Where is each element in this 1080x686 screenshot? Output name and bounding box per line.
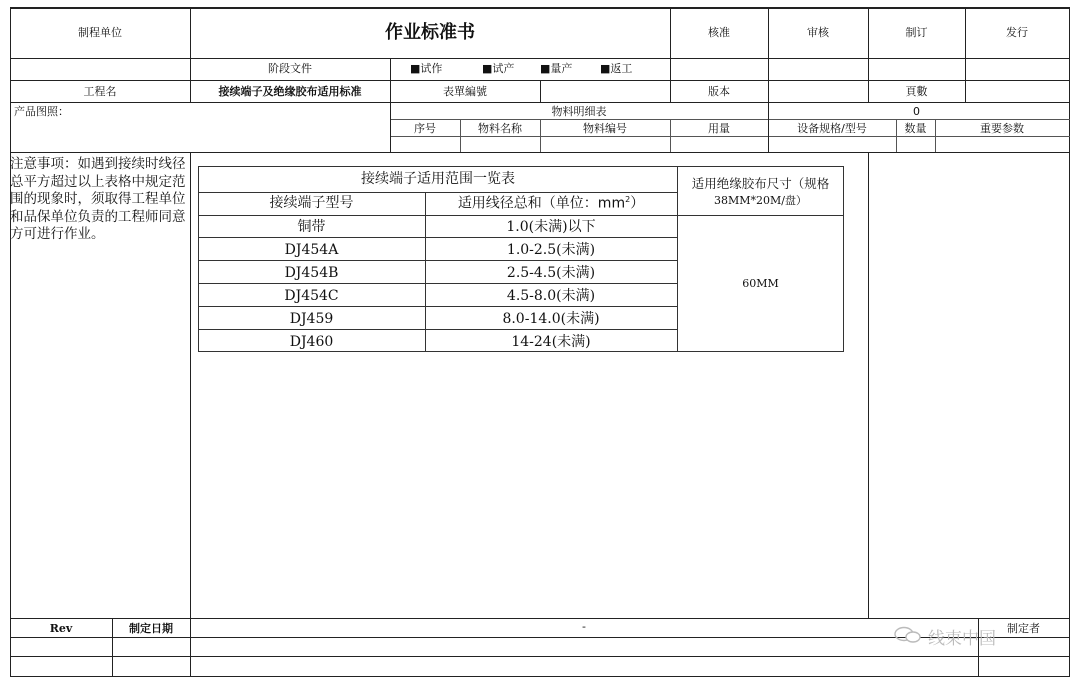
- stage-label: 阶段文件: [268, 62, 312, 75]
- approve-label: 核准: [708, 26, 730, 39]
- terminal-model: DJ460: [289, 334, 334, 350]
- terminal-range: 14-24(未满): [511, 334, 591, 350]
- doc-title: 作业标准书: [385, 22, 475, 43]
- product-photo-label: 产品图照：: [14, 105, 69, 118]
- frame-left: [10, 7, 11, 677]
- form-no-label: 表單編號: [443, 85, 487, 98]
- stage-option-mass: ■量产: [540, 62, 573, 75]
- range-header-end: ）: [630, 195, 645, 212]
- footer-dash: -: [582, 620, 586, 633]
- terminal-range: 2.5-4.5(未满): [506, 265, 596, 281]
- notes-text: 注意事项：如遇到接续时线径总平方超过以上表格中规定范围的现象时，须取得工程单位和品保单位负责的工程师同意方可进行作业。: [10, 156, 186, 242]
- version-label: 版本: [708, 85, 730, 98]
- bom-title: 物料明细表: [551, 105, 607, 118]
- stage-option-rework: ■返工: [600, 62, 633, 75]
- terminal-model: 铜带: [297, 219, 326, 235]
- col-line-f2: [868, 152, 869, 618]
- terminal-model: DJ454C: [284, 288, 339, 304]
- terminal-table-title: 接续端子适用范围一览表: [361, 171, 515, 187]
- col-line-a2: [190, 152, 191, 677]
- terminal-col-range-header: [425, 196, 677, 211]
- rev-label: Rev: [49, 622, 73, 635]
- tape-header-line2: 38MM*20M/盘）: [714, 194, 807, 207]
- terminal-range: 1.0(未满)以下: [506, 219, 596, 235]
- date-label: 制定日期: [129, 622, 173, 635]
- terminal-range: 8.0-14.0(未满): [502, 311, 600, 327]
- wechat-icon: [893, 626, 923, 644]
- issue-label: 发行: [1006, 26, 1028, 39]
- col-line-g: [965, 7, 966, 102]
- bom-col-name: 物料名称: [478, 122, 522, 135]
- terminal-range: 4.5-8.0(未满): [506, 288, 596, 304]
- row-line-3: [10, 102, 1070, 103]
- row-line-7: [10, 618, 1070, 619]
- range-header-sup: 2: [625, 195, 631, 204]
- review-label: 审核: [807, 26, 829, 39]
- terminal-model: DJ454A: [284, 242, 339, 258]
- unit-label: 制程单位: [78, 26, 122, 39]
- row-line-9: [10, 656, 1070, 657]
- stage-option-pilot: ■试产: [482, 62, 515, 75]
- page-label: 頁數: [905, 85, 928, 98]
- tape-size-value: 60MM: [742, 277, 779, 290]
- frame-bottom: [10, 676, 1070, 677]
- row-line-4: [390, 119, 1070, 120]
- col-line-c: [540, 80, 541, 102]
- page-value: 0: [913, 105, 920, 118]
- bom-col-seq: 序号: [414, 122, 436, 135]
- terminal-col-model-header: 接续端子型号: [269, 195, 354, 211]
- row-line-1: [10, 58, 1070, 59]
- tape-header-line1: 适用绝缘胶布尺寸（规格: [691, 176, 830, 191]
- frame-top: [10, 7, 1070, 9]
- bom-col-qty-used: 用量: [708, 122, 730, 135]
- watermark-text: 线束中国: [928, 629, 996, 649]
- range-header-text: 适用线径总和（单位：mm: [457, 195, 626, 212]
- stage-option-trial: ■试作: [410, 62, 443, 75]
- terminal-model: DJ459: [289, 311, 334, 327]
- bom-col-code: 物料编号: [583, 122, 627, 135]
- terminal-model: DJ454B: [284, 265, 339, 281]
- author-label: 制定者: [1007, 622, 1040, 635]
- col-line-e: [768, 7, 769, 102]
- terminal-range: 1.0-2.5(未满): [506, 242, 596, 258]
- frame-right: [1069, 7, 1070, 677]
- bom-col-quantity: 数量: [904, 122, 927, 135]
- bom-col-equipment: 设备规格/型号: [797, 122, 867, 135]
- project-label: 工程名: [83, 85, 117, 98]
- row-line-5: [390, 136, 1070, 137]
- project-name: 接续端子及绝缘胶布适用标准: [218, 85, 362, 98]
- revise-label: 制订: [905, 26, 928, 39]
- bom-col-key-params: 重要参数: [980, 122, 1024, 135]
- row-line-6: [10, 152, 1070, 153]
